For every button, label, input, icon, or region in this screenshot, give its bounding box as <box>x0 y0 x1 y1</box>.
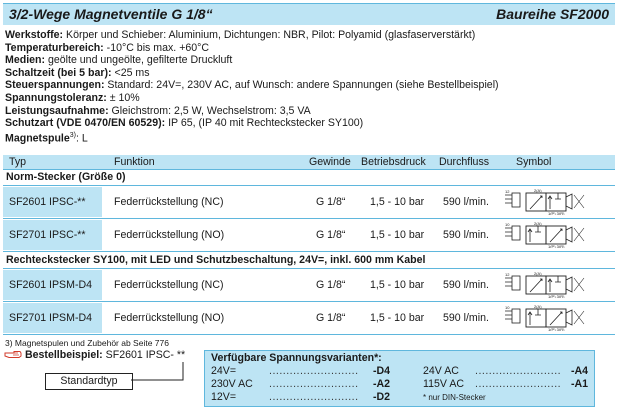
pressure-cell: 1,5 - 10 bar <box>370 196 425 208</box>
page-title: 3/2-Wege Magnetventile G 1/8“ <box>9 6 213 22</box>
variant-code: -A1 <box>571 378 589 390</box>
svg-text:10: 10 <box>505 222 510 227</box>
svg-text:2(A): 2(A) <box>534 189 542 193</box>
spec-line: Leistungsaufnahme: Gleichstrom: 2,5 W, Wechselstrom: 3,5 VA <box>5 104 311 117</box>
variant-name: 230V AC <box>211 378 253 390</box>
callout-line <box>131 360 191 384</box>
variant-code: -D4 <box>373 365 391 377</box>
svg-text:2(A): 2(A) <box>534 305 542 309</box>
svg-text:2(A): 2(A) <box>534 272 542 276</box>
type-cell: SF2601 IPSC-** <box>3 187 102 217</box>
svg-text:12: 12 <box>505 272 510 277</box>
svg-text:1(P) 3(R): 1(P) 3(R) <box>548 211 565 215</box>
table-row <box>3 220 615 250</box>
flow-cell: 590 l/min. <box>443 279 489 291</box>
spec-line: Steuerspannungen: Standard: 24V=, 230V AC, auf Wunsch: andere Spannungen (siehe Bestellbeispiel) <box>5 79 499 92</box>
valve-symbol-icon <box>504 272 600 298</box>
variant-name: 24V= <box>211 365 237 377</box>
divider <box>3 185 615 186</box>
spec-line: Magnetspule$^{3)}$: L <box>5 131 88 145</box>
pressure-cell: 1,5 - 10 bar <box>370 229 425 241</box>
variant-code: -D2 <box>373 391 391 403</box>
leader-dots: ......................... <box>475 365 562 377</box>
pressure-cell: 1,5 - 10 bar <box>370 279 425 291</box>
divider <box>3 334 615 335</box>
order-example: Bestellbeispiel: SF2601 IPSC- ** <box>4 349 185 361</box>
function-cell: Federrückstellung (NO) <box>114 312 225 324</box>
flow-cell: 590 l/min. <box>443 312 489 324</box>
flow-cell: 590 l/min. <box>443 196 489 208</box>
function-cell: Federrückstellung (NO) <box>114 229 225 241</box>
valve-symbol-icon <box>504 305 600 331</box>
spec-line: Schaltzeit (bei 5 bar): <25 ms <box>5 66 150 79</box>
header-bar <box>3 3 615 25</box>
function-cell: Federrückstellung (NC) <box>114 279 224 291</box>
voltage-variants-box <box>204 350 595 407</box>
variant-name: 24V AC <box>423 365 459 377</box>
pointing-hand-icon <box>4 350 22 359</box>
table-row <box>3 187 615 217</box>
leader-dots: ......................... <box>475 378 562 390</box>
thread-cell: G 1/8“ <box>316 312 346 324</box>
variant-code: -A4 <box>571 365 589 377</box>
svg-text:10: 10 <box>505 305 510 310</box>
variant-name: 12V= <box>211 391 237 403</box>
svg-text:2(A): 2(A) <box>534 222 542 226</box>
variant-code: -A2 <box>373 378 391 390</box>
standard-type-box: Standardtyp <box>45 373 133 390</box>
footnote: 3) Magnetspulen und Zubehör ab Seite 776 <box>5 338 169 348</box>
svg-text:1(P) 3(R): 1(P) 3(R) <box>548 294 565 298</box>
spec-line: Spannungstoleranz: ± 10% <box>5 91 140 104</box>
svg-text:12: 12 <box>505 189 510 194</box>
valve-symbol-icon <box>504 189 600 215</box>
col-typ: Typ <box>9 156 27 168</box>
spec-list <box>5 29 499 145</box>
col-durchfluss: Durchfluss <box>439 156 490 168</box>
spec-line: Medien: geölte und ungeölte, gefilterte Druckluft <box>5 54 233 67</box>
variants-title: Verfügbare Spannungsvarianten*: <box>211 352 382 364</box>
group-title: Norm-Stecker (Größe 0) <box>6 171 126 183</box>
spec-line: Schutzart (VDE 0470/EN 60529): IP 65, (IP 40 mit Rechteckstecker SY100) <box>5 117 364 130</box>
col-funktion: Funktion <box>114 156 155 168</box>
col-symbol: Symbol <box>516 156 552 168</box>
type-cell: SF2701 IPSM-D4 <box>3 303 102 333</box>
divider <box>3 218 615 219</box>
function-cell: Federrückstellung (NC) <box>114 196 224 208</box>
flow-cell: 590 l/min. <box>443 229 489 241</box>
svg-text:1(P) 3(R): 1(P) 3(R) <box>548 244 565 248</box>
pressure-cell: 1,5 - 10 bar <box>370 312 425 324</box>
leader-dots: .......................... <box>269 391 359 403</box>
variant-name: 115V AC <box>423 378 465 390</box>
leader-dots: .......................... <box>269 365 359 377</box>
valve-symbol-icon <box>504 222 600 248</box>
table-row <box>3 270 615 300</box>
leader-dots: .......................... <box>269 378 359 390</box>
col-druck: Betriebsdruck <box>361 156 426 168</box>
thread-cell: G 1/8“ <box>316 279 346 291</box>
divider <box>3 268 615 269</box>
group-title: Rechteckstecker SY100, mit LED und Schutzbeschaltung, 24V=, inkl. 600 mm Kabel <box>6 254 426 266</box>
thread-cell: G 1/8“ <box>316 196 346 208</box>
type-cell: SF2601 IPSM-D4 <box>3 270 102 300</box>
divider <box>3 301 615 302</box>
divider <box>3 251 615 252</box>
spec-line: Temperaturbereich: -10°C bis max. +60°C <box>5 41 210 54</box>
table-header <box>3 155 615 169</box>
spec-line: Werkstoffe: Körper und Schieber: Aluminium, Dichtungen: NBR, Pilot: Polyamid (glasfaserverstärkt) <box>5 29 476 41</box>
variants-note: * nur DIN-Stecker <box>423 393 486 402</box>
type-cell: SF2701 IPSC-** <box>3 220 102 250</box>
table-row <box>3 303 615 333</box>
col-gewinde: Gewinde <box>309 156 351 168</box>
svg-text:1(P) 3(R): 1(P) 3(R) <box>548 327 565 331</box>
series-title: Baureihe SF2000 <box>496 6 609 22</box>
thread-cell: G 1/8“ <box>316 229 346 241</box>
